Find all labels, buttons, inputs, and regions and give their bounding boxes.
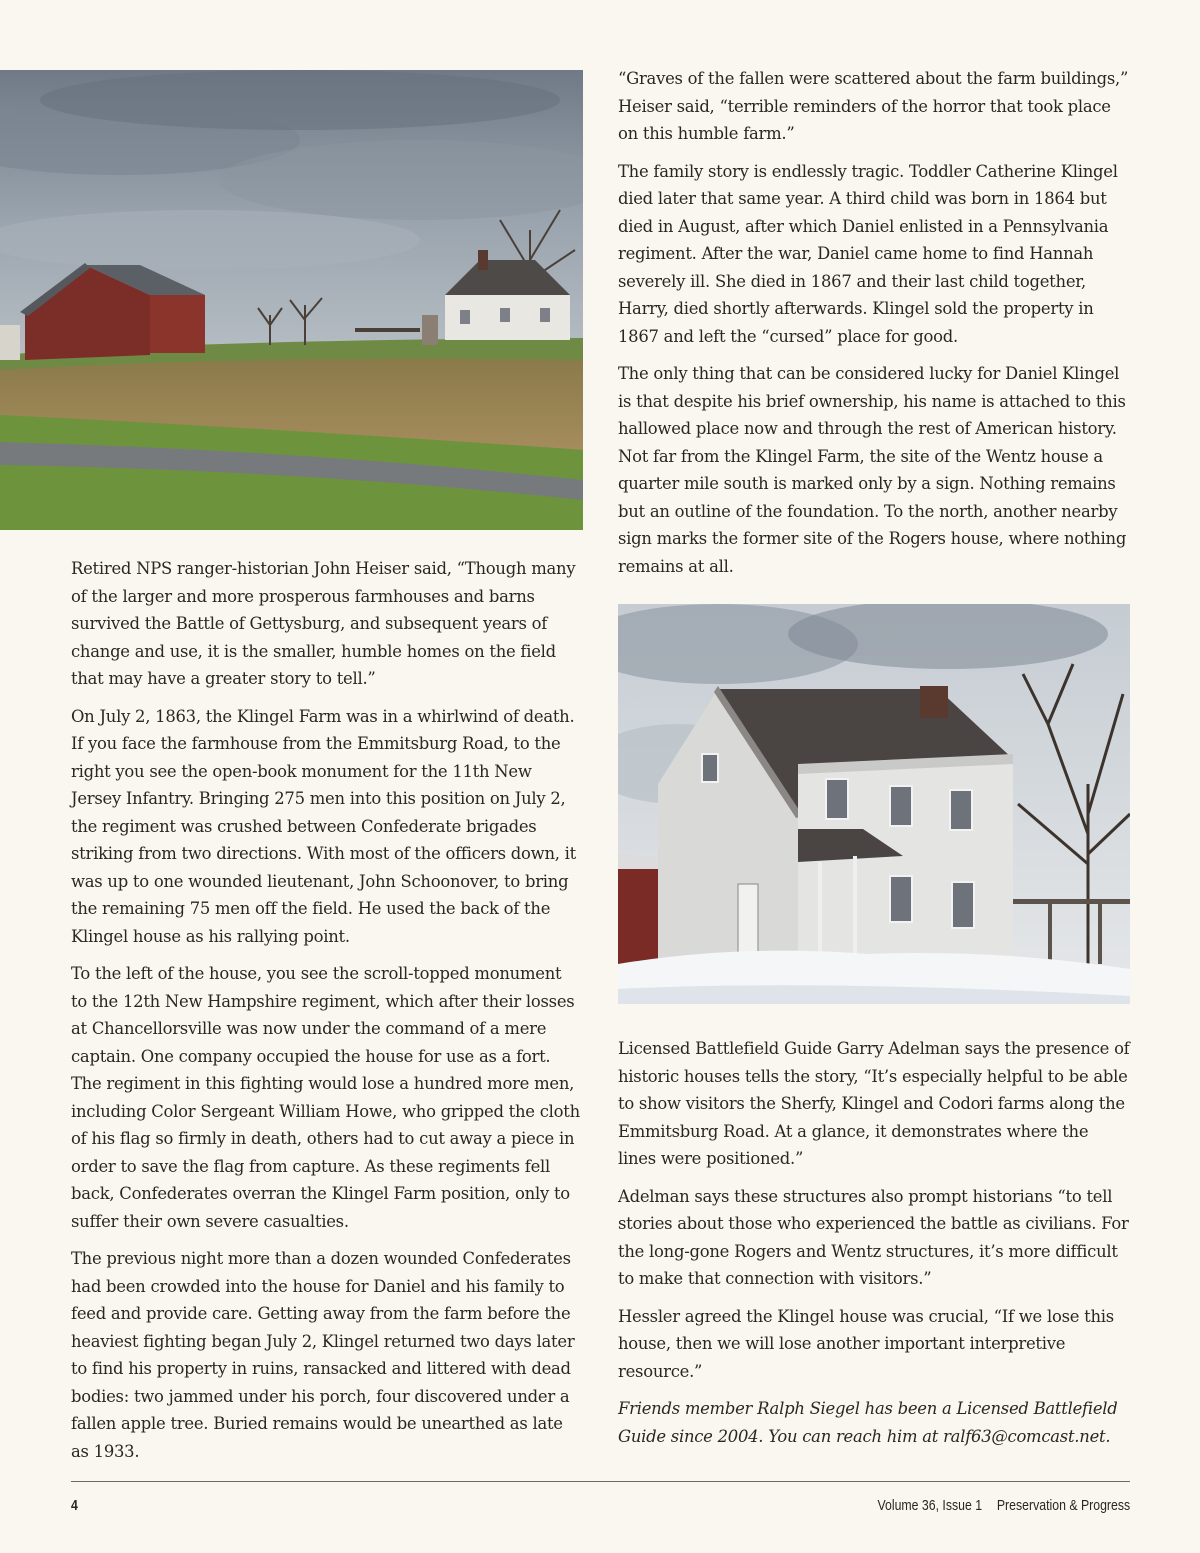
paragraph: Licensed Battlefield Guide Garry Adelman says the presence of historic houses tells the story, “It’s especially helpful to be able to show visitors the Sherfy, Klingel and Codori farms along the Emmitsburg Road. At a glance, it demonstrates where the lines were positioned.” [618,1039,1130,1168]
photo-white-farmhouse-snow-icon [618,604,1130,1004]
paragraph: The family story is endlessly tragic. Toddler Catherine Klingel died later that same year. A third child was born in 1864 but died in August, after which Daniel enlisted in a Pennsylvania regiment. After the war, Daniel came home to find Hannah severely ill. She died in 1867 and their last child together, Harry, died shortly afterwards. Klingel sold the property in 1867 and left the “cursed” place for good. [618,161,1118,346]
paragraph: Hessler agreed the Klingel house was crucial, “If we lose this house, then we will lose another important interpretive resource.” [618,1306,1114,1381]
white-farmhouse-photo [618,604,1130,1004]
paragraph: Retired NPS ranger-historian John Heiser said, “Though many of the larger and more prosperous farmhouses and barns survived the Battle of Gettysburg, and subsequent years of change and use, it is the smaller, humble homes on the field that may have a greater story to tell.” [71,559,576,688]
page-number: 4 [71,1497,78,1514]
paragraph: “Graves of the fallen were scattered about the farm buildings,” Heiser said, “terrible reminders of the horror that took place on this humble farm.” [618,69,1129,143]
footer-publication-info [863,1497,1130,1514]
right-column-top [618,65,1130,590]
photo-farm-landscape-icon [0,70,583,530]
paragraph: The only thing that can be considered lucky for Daniel Klingel is that despite his brief ownership, his name is attached to this hallowed place now and through the rest of American history. Not far from the Klingel Farm, the site of the Wentz house a quarter mile south is marked only by a sign. Nothing remains but an outline of the foundation. To the north, another nearby sign marks the former site of the Rogers house, where nothing remains at all. [618,364,1127,576]
farm-landscape-photo [0,70,583,530]
paragraph: On July 2, 1863, the Klingel Farm was in a whirlwind of death. If you face the farmhouse from the Emmitsburg Road, to the right you see the open-book monument for the 11th New Jersey Infantry. Bringing 275 men into this position on July 2, the regiment was crushed between Confederate brigades striking from two directions. With most of the officers down, it was up to one wounded lieutenant, John Schoonover, to bring the remaining 75 men off the field. He used the back of the Klingel house as his rallying point. [71,706,577,946]
paragraph: To the left of the house, you see the scroll-topped monument to the 12th New Hampshire regiment, which after their losses at Chancellorsville was now under the command of a mere captain. One company occupied the house for use as a fort. The regiment in this fighting would lose a hundred more men, including Color Sergeant William Howe, who gripped the cloth of his flag so firmly in death, others had to cut away a piece in order to save the flag from capture. As these regiments fell back, Confederates overran the Klingel Farm position, only to suffer their own severe casualties. [71,964,580,1231]
paragraph: Adelman says these structures also prompt historians “to tell stories about those who experienced the battle as civilians. For the long-gone Rogers and Wentz structures, it’s more difficult to make that connection with visitors.” [618,1186,1129,1288]
paragraph: The previous night more than a dozen wounded Confederates had been crowded into the house for Daniel and his family to feed and provide care. Getting away from the farm before the heaviest fighting began July 2, Klingel returned two days later to find his property in ruins, ransacked and littered with dead bodies: two jammed under his porch, four discovered under a fallen apple tree. Buried remains would be unearthed as late as 1933. [71,1249,575,1461]
publication-title: Preservation & Progress [996,1497,1130,1514]
left-column [71,555,581,1475]
footer-divider [71,1481,1130,1482]
right-column-bottom [618,1035,1130,1460]
author-byline: Friends member Ralph Siegel has been a Licensed Battlefield Guide since 2004. You can reach him at ralf63@comcast.net. [618,1399,1118,1446]
issue-label: Volume 36, Issue 1 [877,1497,982,1514]
